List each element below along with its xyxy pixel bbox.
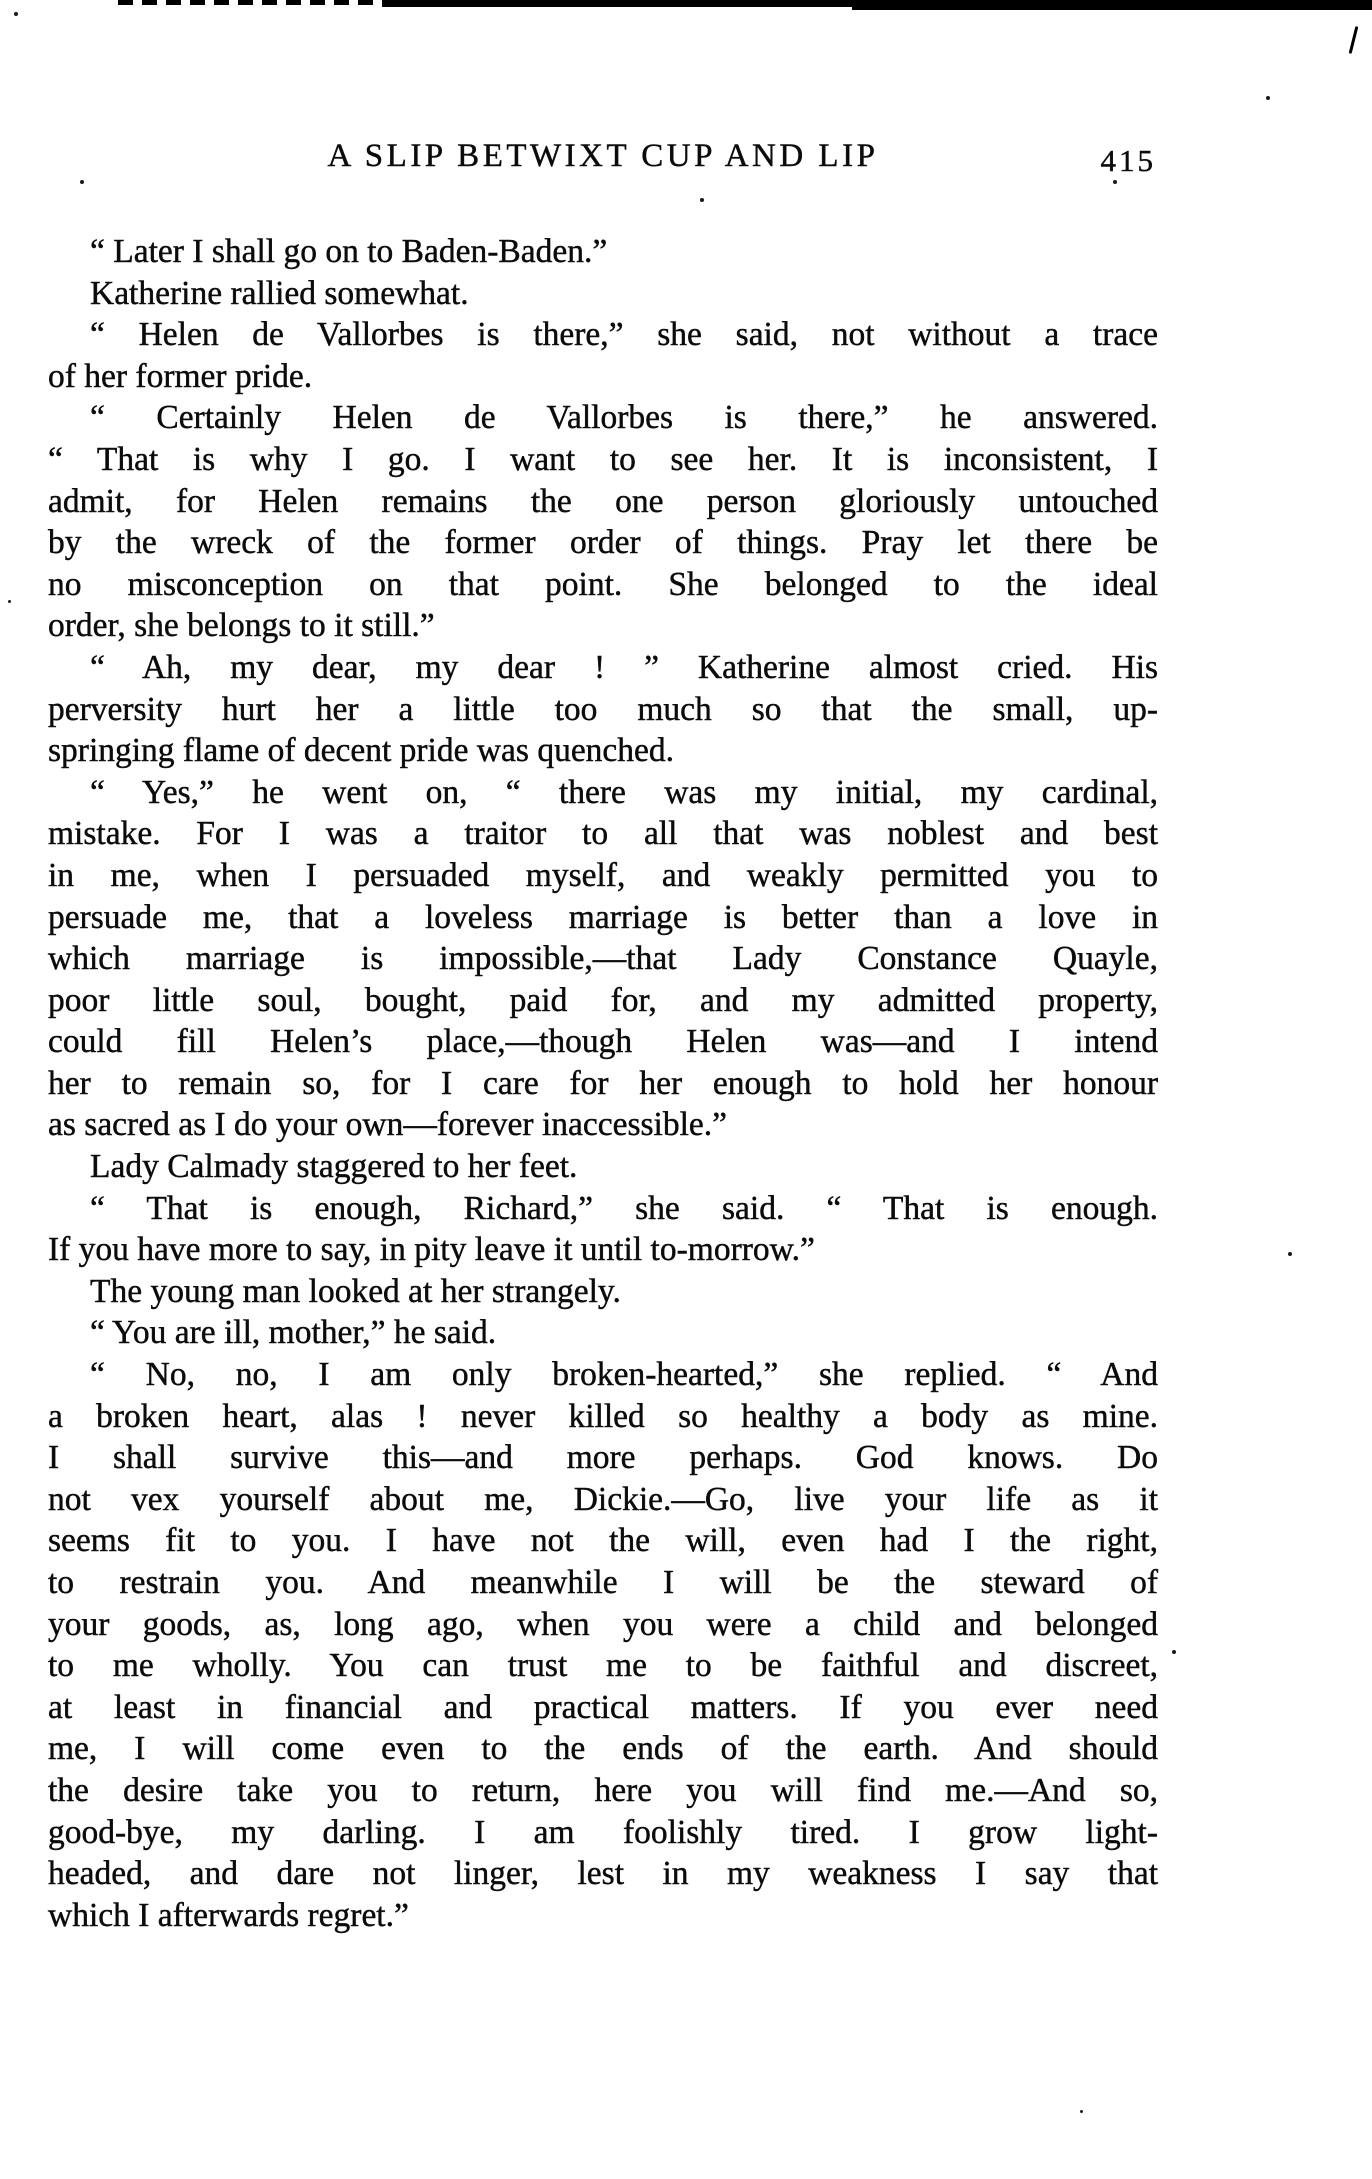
body-line: to restrain you. And meanwhile I will be the steward of [48,1564,1158,1601]
body-line: persuade me, that a loveless marriage is better than a love in [48,898,1158,936]
body-line: “ Later I shall go on to Baden-Baden.” [90,233,608,270]
scan-artifact-slash-mark [1349,26,1359,54]
scan-artifact-dot [1080,2110,1083,2113]
body-line: springing flame of decent pride was quenched. [48,732,675,770]
scan-artifact-top-edge-thick [852,0,1372,10]
body-line: no misconception on that point. She belonged to the ideal [48,565,1158,603]
body-line: Katherine rallied somewhat. [90,274,469,312]
scan-artifact-dot [8,600,11,603]
body-line: seems fit to you. I have not the will, even had I the right, [48,1522,1158,1560]
chapter-title: A SLIP BETWIXT CUP AND LIP [327,138,879,174]
body-line: mistake. For I was a traitor to all that was noblest and best [48,815,1158,853]
body-line: perversity hurt her a little too much so that the small, up- [48,690,1158,728]
body-line: The young man looked at her strangely. [90,1272,621,1310]
body-line: poor little soul, bought, paid for, and my admitted property, [48,981,1158,1019]
body-line: which marriage is impossible,—that Lady Constance Quayle, [48,940,1158,978]
scan-artifact-dot [1288,1252,1292,1256]
page-number: 415 [1100,143,1156,178]
body-line: order, she belongs to it still.” [48,607,435,645]
body-line: could fill Helen’s place,—though Helen was—and I intend [48,1023,1158,1061]
body-text [48,231,1158,1936]
body-line: her to remain so, for I care for her enough to hold her honour [48,1064,1158,1102]
body-line: at least in financial and practical matters. If you ever need [48,1688,1158,1726]
body-line: me, I will come even to the ends of the earth. And should [48,1730,1158,1768]
body-line: good-bye, my darling. I am foolishly tired. I grow light- [48,1813,1158,1851]
body-line: “ That is why I go. I want to see her. It is inconsistent, I [48,440,1158,478]
body-line: “ That is enough, Richard,” she said. “ That is enough. [90,1189,1158,1227]
body-line: “ Certainly Helen de Vallorbes is there,” he answered. [90,399,1158,437]
body-line: headed, and dare not linger, lest in my weakness I say that [48,1855,1158,1893]
scan-artifact-dot [700,198,704,202]
body-line: of her former pride. [48,357,313,395]
running-header [48,138,1158,198]
scan-artifact-dot [1266,96,1270,100]
body-line: admit, for Helen remains the one person gloriously untouched [48,482,1158,520]
body-line: “ Yes,” he went on, “ there was my initial, my cardinal, [90,773,1158,811]
body-line: “ You are ill, mother,” he said. [90,1314,497,1352]
body-line: I shall survive this—and more perhaps. God knows. Do [48,1439,1158,1477]
body-line: by the wreck of the former order of things. Pray let there be [48,524,1158,562]
body-line: “ No, no, I am only broken-hearted,” she replied. “ And [90,1356,1158,1394]
scan-artifact-dot [14,12,18,16]
body-line: “ Ah, my dear, my dear ! ” Katherine almost cried. His [90,648,1158,686]
body-line: as sacred as I do your own—forever inaccessible.” [48,1106,728,1144]
body-line: not vex yourself about me, Dickie.—Go, live your life as it [48,1480,1158,1518]
body-line: “ Helen de Vallorbes is there,” she said, not without a trace [90,316,1158,354]
body-line: the desire take you to return, here you will find me.—And so, [48,1771,1158,1809]
body-line: a broken heart, alas ! never killed so healthy a body as mine. [48,1397,1158,1435]
scan-artifact-top-edge-dashed [118,0,386,5]
body-line: to me wholly. You can trust me to be faithful and discreet, [48,1647,1158,1685]
body-line: your goods, as, long ago, when you were a child and belonged [48,1605,1158,1643]
body-line: which I afterwards regret.” [48,1896,409,1934]
body-line: in me, when I persuaded myself, and weakly permitted you to [48,856,1158,894]
scan-artifact-dot [1172,1650,1176,1654]
body-line: Lady Calmady staggered to her feet. [90,1148,578,1186]
body-line: If you have more to say, in pity leave it until to-morrow.” [48,1231,815,1269]
